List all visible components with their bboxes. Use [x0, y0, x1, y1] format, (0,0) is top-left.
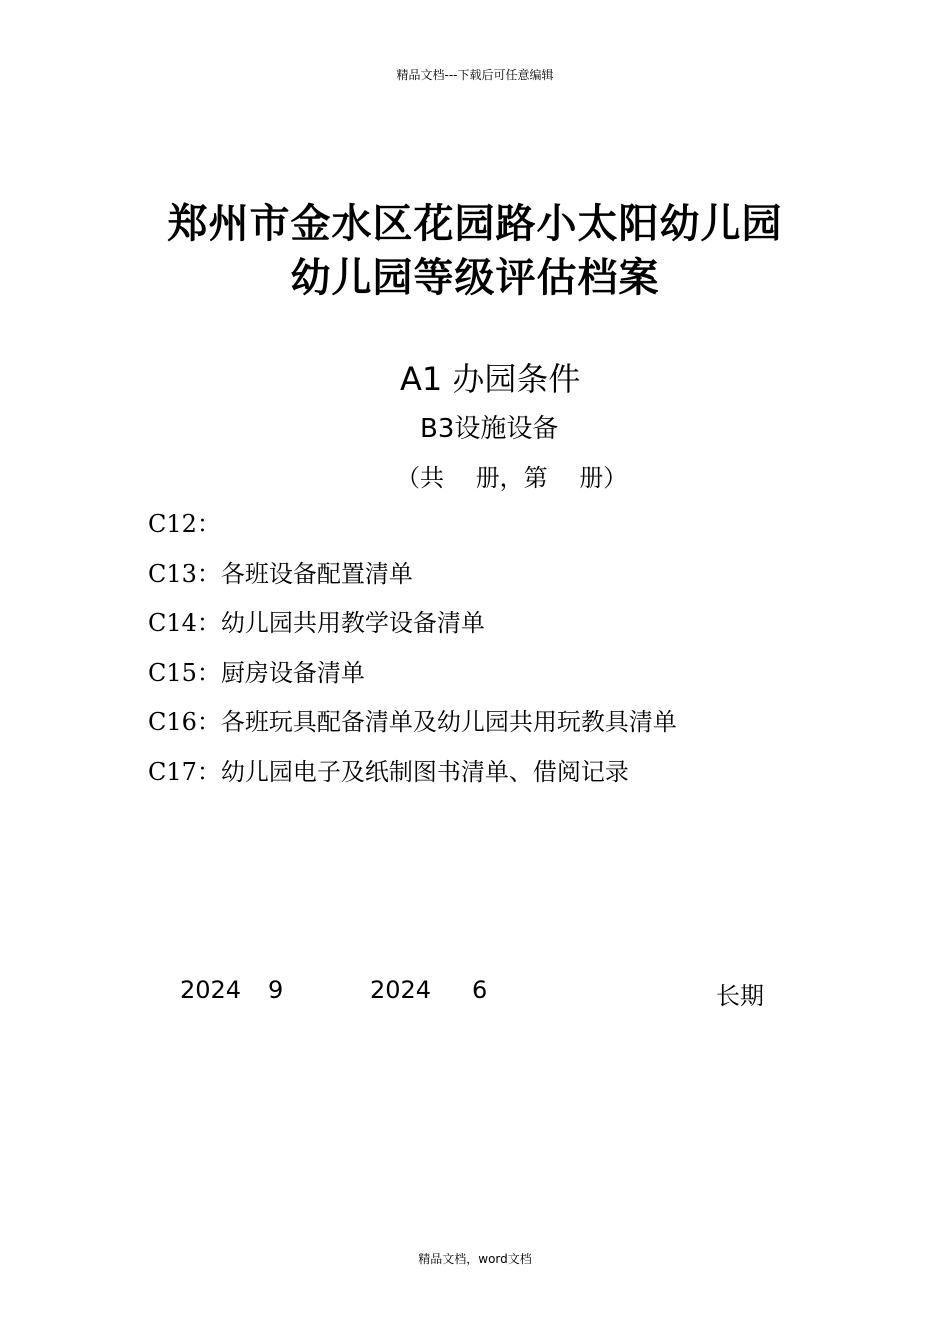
section-item-c14: C14：幼儿园共用教学设备清单	[148, 609, 485, 637]
section-item-c16: C16：各班玩具配备清单及幼儿园共用玩教具清单	[148, 708, 677, 736]
end-month: 6	[472, 976, 488, 1004]
section-list	[148, 507, 848, 804]
document-title-line-1: 郑州市金水区花园路小太阳幼儿园	[167, 201, 783, 247]
start-year: 2024	[180, 976, 242, 1004]
section-item-c13: C13：各班设备配置清单	[148, 559, 413, 588]
header-note: 精品文档---下载后可任意编辑	[396, 68, 554, 82]
document-title-line-2: 幼儿园等级评估档案	[290, 255, 660, 301]
volume-note: （共 册，第 册）	[396, 464, 628, 492]
category-b3: B3设施设备	[420, 414, 559, 444]
footer-note: 精品文档，word文档	[418, 1252, 532, 1266]
category-a1: A1 办园条件	[400, 360, 581, 398]
start-month: 9	[268, 976, 284, 1004]
section-item-c17: C17：幼儿园电子及纸制图书清单、借阅记录	[148, 757, 629, 786]
section-item-c15: C15：厨房设备清单	[148, 658, 365, 687]
retention-period: 长期	[716, 982, 764, 1010]
section-item-c12: C12：	[148, 510, 221, 538]
date-row	[0, 976, 950, 1010]
end-year: 2024	[370, 976, 432, 1004]
